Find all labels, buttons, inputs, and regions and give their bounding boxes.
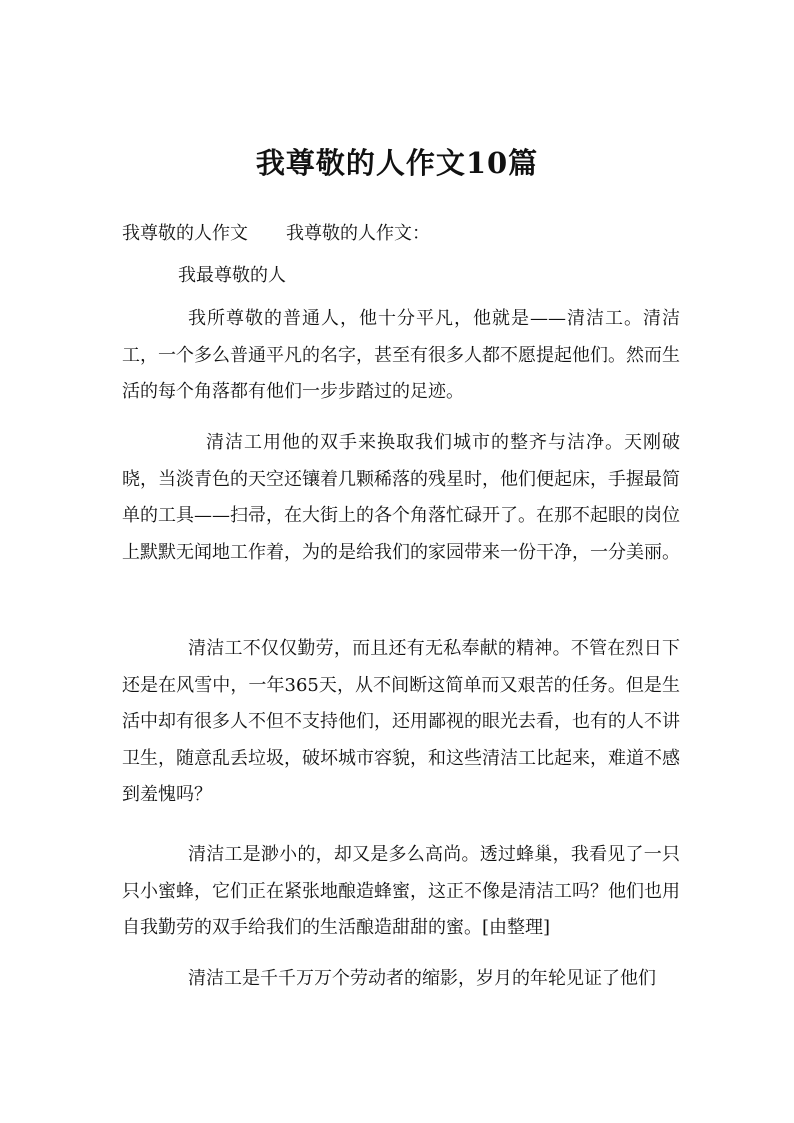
paragraph-1: 我所尊敬的普通人，他十分平凡，他就是——清洁工。清洁工，一个多么普通平凡的名字，甚至有很多人都不愿提起他们。然而生活的每个角落都有他们一步步踏过的足迹。 <box>122 308 680 402</box>
subheading: 我最尊敬的人 <box>178 265 286 286</box>
paragraph-4: 清洁工是渺小的，却又是多么高尚。透过蜂巢，我看见了一只只小蜜蜂，它们正在紧张地酿造蜂蜜，这正不像是清洁工吗？他们也用自我勤劳的双手给我们的生活酿造甜甜的蜜。[由整理] <box>122 844 680 938</box>
document-title: 我尊敬的人作文10篇 <box>255 146 539 180</box>
header-left: 我尊敬的人作文 <box>122 223 248 244</box>
paragraph-5: 清洁工是千千万万个劳动者的缩影，岁月的年轮见证了他们 <box>188 968 656 989</box>
paragraph-2: 清洁工用他的双手来换取我们城市的整齐与洁净。天刚破晓，当淡青色的天空还镶着几颗稀落的残星时，他们便起床，手握最简单的工具——扫帚，在大街上的各个角落忙碌开了。在那不起眼的岗位上默默无闻地工作着，为的是给我们的家园带来一份干净，一分美丽。 <box>122 432 680 563</box>
paragraph-3: 清洁工不仅仅勤劳，而且还有无私奉献的精神。不管在烈日下还是在风雪中，一年365天，从不间断这简单而又艰苦的任务。但是生活中却有很多人不但不支持他们，还用鄙视的眼光去看，也有的人不讲卫生，随意乱丢垃圾，破坏城市容貌，和这些清洁工比起来，难道不感到羞愧吗？ <box>122 638 680 805</box>
header-right: 我尊敬的人作文： <box>286 223 430 244</box>
header-line <box>122 220 430 248</box>
